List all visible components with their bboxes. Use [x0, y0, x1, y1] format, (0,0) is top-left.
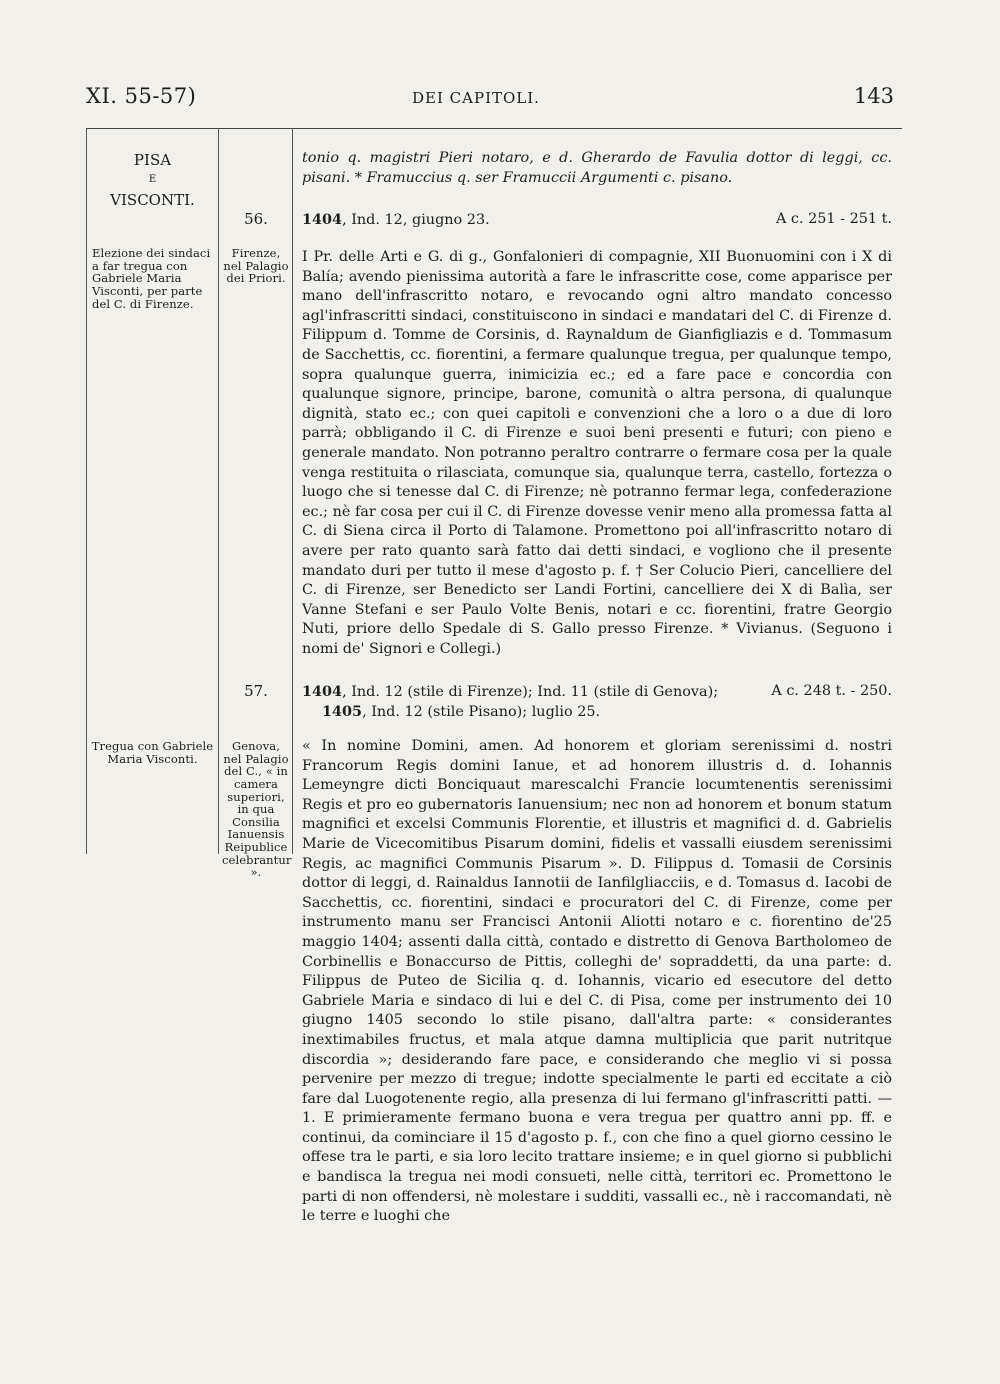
entry-number: 56.: [244, 210, 268, 228]
entry-text: « In nomine Domini, amen. Ad honorem et gloriam serenissimi d. nostri Francorum Regis domini Ianue, et ad honorem illustris d. d. Iohannis Lemeyngre dicti Bonciquaut marescalchi Francie locumtenentis serenissimi Regis et pro eo gubernatoris Ianuensium; nec non ad honorem et bonum statum magnifici et excelsi Communis Florentie, et illustris et magnifici d. d. Gabrielis Marie de Vicecomitibus Pisarum domini, fidelis et vassalli eiusdem serenissimi Regis, ac magnifici Communis Pisarum ». D. Filippus d. Tomasii de Corsinis dottor di leggi, d. Rainaldus Iannotii de Ianfilgliacciis, e d. Tomasus d. Iacobi de Sacchettis, cc. fiorentini, sindaci e procuratori del C. di Firenze, come per instrumento manu ser Francisci Antonii Aliotti notaro e c. fiorentino de'25 maggio 1404; assenti dalla città, contado e distretto di Genova Bartholomeo de Corbinellis e Bonaccurso de Pittis, colleghi de' sopraddetti, da una parte: d. Filippus de Puteo de Sicilia q. d. Iohannis, vicario ed esecutore del detto Gabriele Maria e sindaco di lui e del C. di Pisa, come per instrumento dei 10 giugno 1405 secondo lo stile pisano, dall'altra parte: « considerantes inextimabiles fructus, et mala atque damna multiplicia que parit nutritque discordia »; desiderando fare pace, e considerando che meglio vi si possa pervenire per mezzo di tregue; indotte specialmente le parti ed eccitate a ciò fare dal Luogotenente regio, alla presenza di lui fermano gl'infrascritti patti. — 1. E primieramente fermano buona e vera tregua per quattro anni pp. ff. e continui, da cominciare il 15 d'agosto p. f., con che fino a quel giorno cessino le offese tra le parti, e sia loro lecito trattare insieme; e in quel giorno si pubblichi e bandisca la tregua nei modi consueti, nelle città, territori ec. Promettono le parti di non offendersi, nè molestare i sudditi, vassalli ec., nè i raccomandati, nè le terre e luoghi che: [302, 738, 892, 1225]
page-number: 143: [853, 84, 894, 108]
continuation-text: tonio q. magistri Pieri notaro, e d. Gherardo de Favulia dottor di leggi, cc. pisani. * Framuccius q. ser Framuccii Argumenti c. pisano.: [302, 150, 892, 186]
column-divider: [292, 128, 293, 854]
entry-heading-line-2: [302, 702, 892, 722]
entry-date: , Ind. 12 (stile di Firenze); Ind. 11 (stile di Genova);: [342, 684, 719, 700]
entry-year: 1404: [302, 211, 343, 228]
margin-place: Genova, nel Palagio del C., « in camera superiori, in qua Consilia Ianuensis Reipublice celebrantur ».: [222, 739, 292, 880]
margin-title: PISA E VISCONTI.: [110, 151, 195, 209]
column-divider: [218, 128, 219, 854]
entry-heading: [302, 210, 892, 230]
entry-date: , Ind. 12 (stile Pisano); luglio 25.: [362, 704, 601, 720]
entry-year: 1405: [322, 703, 363, 720]
entry-heading: [302, 682, 892, 702]
archive-reference: A c. 251 - 251 t.: [775, 211, 892, 227]
entry-date: , Ind. 12, giugno 23.: [342, 212, 490, 228]
entry-year: 1404: [302, 683, 343, 700]
entry-text: I Pr. delle Arti e G. di g., Gonfalonieri di compagnie, XII Buonuomini con i X di Balía; avendo pienissima autorità a fare le infrascritte cose, come apparisce per mano dell'infrascritto notaro, e revocando ogni altro mandato concesso agl'infrascritti sindaci, constituiscono in sindaci e mandatari del C. di Firenze d. Filippum d. Tomme de Corsinis, d. Raynaldum de Gianfigliazis e d. Tommasum de Sacchettis, cc. fiorentini, a fermare qualunque tregua, per qualunque tempo, sopra qualunque guerra, inimicizia ec.; ed a fare pace e concordia con qualunque signore, principe, barone, comunità o altra persona, di qualunque dignità, stato ec.; con quei capitoli e convenzioni che a loro o a due di loro parrà; obbligando il C. di Firenze e suoi beni presenti e futuri; con pieno e generale mandato. Non potranno peraltro contrarre o fermare cosa per la quale venga restituita o rilasciata, comunque sia, qualunque terra, castello, fortezza o luogo che si tenesse dal C. di Firenze; nè potranno fermar lega, confederazione ec.; nè far cosa per cui il C. di Firenze dovesse venir meno alla promessa fatta al C. di Siena circa il Porto di Talamone. Promettono poi all'infrascritto notaro di avere per rato quanto sarà fatto dai detti sindaci, e vogliono che il presente mandato duri per tutto il mese d'agosto p. f. † Ser Colucio Pieri, cancelliere del C. di Firenze, ser Benedicto ser Landi Fortini, cancelliere dei X di Balìa, ser Vanne Stefani e ser Paulo Volte Benis, notari e cc. fiorentini, fratre Georgio Nuti, priore dello Spedale di S. Gallo presso Firenze. * Vivianus. (Seguono i nomi de' Signori e Collegi.): [302, 249, 892, 657]
margin-place: Firenze, nel Palagio dei Priori.: [223, 246, 289, 286]
running-title: DEI CAPITOLI.: [412, 89, 540, 107]
archive-reference: A c. 248 t. - 250.: [771, 683, 892, 699]
margin-summary: Tregua con Gabriele Maria Visconti.: [91, 739, 214, 766]
page-header: [86, 84, 894, 114]
chapter-range: XI. 55-57): [86, 84, 197, 108]
header-rule: [86, 128, 902, 129]
entry-number: 57.: [244, 682, 268, 700]
margin-summary: Elezione dei sindaci a far tregua con Gabriele Maria Visconti, per parte del C. di Firenze.: [92, 246, 211, 311]
column-divider: [86, 128, 87, 854]
